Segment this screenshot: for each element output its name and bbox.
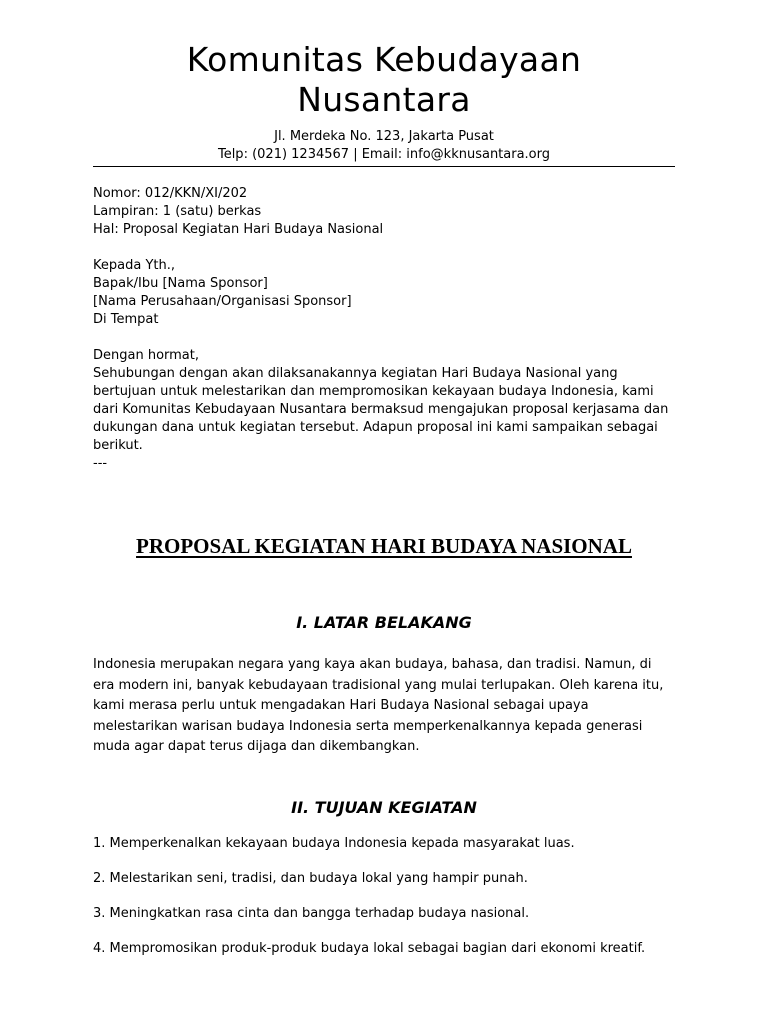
organization-name-line-2: Nusantara [297,80,471,119]
goal-item: 3. Meningkatkan rasa cinta dan bangga terhadap budaya nasional. [93,905,530,921]
opening-salutation: Dengan hormat, [93,348,200,363]
recipient-organization: [Nama Perusahaan/Organisasi Sponsor] [93,294,352,309]
section-separator: --- [93,456,108,471]
opening-block [93,347,675,473]
section-background [93,612,675,758]
section-goals-title: II. TUJUAN KEGIATAN [291,797,477,817]
opening-paragraph: Sehubungan dengan akan dilaksanakannya kegiatan Hari Budaya Nasional yang bertujuan untuk melestarikan dan mempromosikan kekayaan budaya Indonesia, kami dari Komunitas Kebudayaan Nusantara bermaksud mengajukan proposal kerjasama dan dukungan dana untuk kegiatan tersebut. Adapun proposal ini kami sampaikan sebagai berikut. [93,366,669,453]
letter-subject: Hal: Proposal Kegiatan Hari Budaya Nasional [93,222,384,237]
letter-number: Nomor: 012/KKN/XI/202 [93,186,248,201]
section-goals [93,797,675,958]
organization-name-line-1: Komunitas Kebudayaan [186,40,582,79]
goal-item: 1. Memperkenalkan kekayaan budaya Indonesia kepada masyarakat luas. [93,835,575,851]
document-page [93,0,675,958]
goal-item: 2. Melestarikan seni, tradisi, dan budaya lokal yang hampir punah. [93,870,528,886]
organization-contact: Telp: (021) 1234567 | Email: info@kknusantara.org [217,147,551,162]
goals-list [93,835,675,958]
recipient-location: Di Tempat [93,312,159,327]
proposal-title: PROPOSAL KEGIATAN HARI BUDAYA NASIONAL [136,534,632,558]
organization-address: Jl. Merdeka No. 123, Jakarta Pusat [274,129,494,144]
letterhead-divider [93,166,675,167]
section-background-title: I. LATAR BELAKANG [296,613,472,632]
letterhead [93,40,675,167]
recipient-block [93,257,675,329]
letter-meta [93,185,675,239]
goal-item: 4. Mempromosikan produk-produk budaya lokal sebagai bagian dari ekonomi kreatif. [93,940,646,956]
letter-attachment: Lampiran: 1 (satu) berkas [93,204,262,219]
recipient-name: Bapak/Ibu [Nama Sponsor] [93,276,268,291]
recipient-greeting: Kepada Yth., [93,258,175,273]
organization-name [93,40,675,120]
section-background-paragraph: Indonesia merupakan negara yang kaya akan budaya, bahasa, dan tradisi. Namun, di era modern ini, banyak kebudayaan tradisional yang mulai terlupakan. Oleh karena itu, kami merasa perlu untuk mengadakan Hari Budaya Nasional sebagai upaya melestarikan warisan budaya Indonesia serta memperkenalkannya kepada generasi muda agar dapat terus dijaga dan dikembangkan. [93,657,664,755]
